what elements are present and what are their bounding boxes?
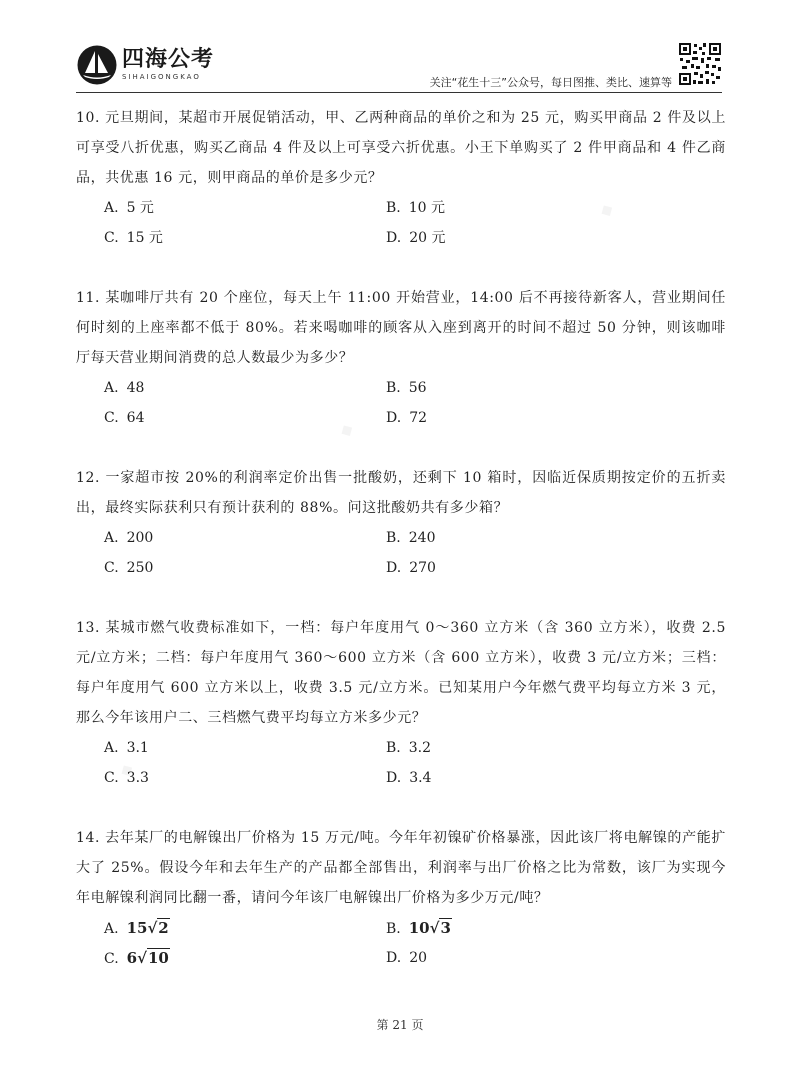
option-a	[104, 193, 386, 223]
question-14	[76, 823, 726, 973]
option-text: 48	[126, 380, 145, 396]
option-d	[386, 943, 668, 973]
option-grid	[104, 193, 726, 253]
option-a	[104, 733, 386, 763]
option-b	[386, 193, 668, 223]
question-stem: 10. 元旦期间，某超市开展促销活动，甲、乙两种商品的单价之和为 25 元，购买甲商品 2 件及以上可享受八折优惠，购买乙商品 4 件及以上可享受六折优惠。小王下单购买了 2 件甲商品和 4 件乙商品，共优惠 16 元，则甲商品的单价是多少元？	[76, 110, 726, 186]
option-text: 250	[126, 560, 154, 576]
option-text: 15 元	[126, 230, 163, 246]
qr-code-icon	[678, 42, 722, 86]
option-text: 3.2	[408, 740, 432, 756]
option-d	[386, 553, 668, 583]
question-11	[76, 283, 726, 433]
option-a	[104, 913, 386, 943]
option-grid	[104, 373, 726, 433]
option-text: 3.4	[409, 770, 432, 786]
logo-name-cn: 四海公考	[122, 47, 215, 72]
question-stem: 12. 一家超市按 20%的利润率定价出售一批酸奶，还剩下 10 箱时，因临近保质期按定价的五折卖出，最终实际获利只有预计获利的 88%。问这批酸奶共有多少箱？	[76, 470, 726, 516]
option-text: 72	[409, 410, 428, 426]
option-a	[104, 523, 386, 553]
option-text: 20	[409, 950, 428, 966]
option-letter: B.	[386, 200, 401, 216]
option-letter: A.	[104, 530, 119, 546]
option-c	[104, 403, 386, 433]
option-letter: D.	[386, 410, 402, 426]
option-text: 64	[126, 410, 145, 426]
option-text: 10 元	[408, 200, 446, 216]
option-grid	[104, 913, 726, 973]
option-letter: A.	[104, 200, 119, 216]
option-c	[104, 943, 386, 973]
option-letter: A.	[104, 740, 119, 756]
option-b	[386, 523, 668, 553]
option-letter: C.	[104, 951, 119, 967]
radicand: 10	[147, 949, 169, 967]
question-12	[76, 463, 726, 583]
header-divider	[76, 92, 722, 93]
option-c	[104, 553, 386, 583]
option-b	[386, 733, 668, 763]
option-letter: B.	[386, 740, 401, 756]
option-text: 56	[408, 380, 427, 396]
option-letter: A.	[104, 921, 119, 937]
option-letter: C.	[104, 230, 119, 246]
question-stem: 13. 某城市燃气收费标准如下，一档：每户年度用气 0～360 立方米（含 360 立方米），收费 2.5 元/立方米；二档：每户年度用气 360～600 立方米（含 600 立方米），收费 3 元/立方米；三档：每户年度用气 600 立方米以上，收费 3.5 元/立方米。已知某用户今年燃气费平均每立方米 3 元，那么今年该用户二、三档燃气费平均每立方米多少元？	[76, 620, 726, 726]
option-c	[104, 223, 386, 253]
option-letter: C.	[104, 770, 119, 786]
option-letter: D.	[386, 770, 402, 786]
option-a	[104, 373, 386, 403]
option-d	[386, 763, 668, 793]
option-text: 270	[409, 560, 436, 576]
option-letter: D.	[386, 230, 402, 246]
option-grid	[104, 733, 726, 793]
option-b	[386, 373, 668, 403]
option-text: 3.3	[126, 770, 149, 786]
radicand: 3	[440, 919, 451, 937]
header-tagline: 关注“花生十三”公众号，每日图推、类比、速算等	[429, 76, 672, 89]
math-coefficient: 10	[408, 919, 430, 937]
sailboat-logo-icon	[76, 44, 118, 86]
option-text: 200	[126, 530, 154, 546]
question-13	[76, 613, 726, 793]
math-coefficient: 6	[126, 949, 138, 967]
logo-name-en: SIHAIGONGKAO	[122, 73, 201, 81]
question-10	[76, 103, 726, 253]
logo	[76, 44, 214, 86]
page-header	[0, 0, 800, 100]
option-letter: D.	[386, 560, 402, 576]
question-list	[76, 103, 726, 1003]
option-d	[386, 403, 668, 433]
square-root: √3	[429, 919, 451, 937]
option-text: 20 元	[409, 230, 446, 246]
option-text: 5 元	[126, 200, 154, 216]
square-root: √10	[137, 949, 169, 967]
option-letter: B.	[386, 380, 401, 396]
option-letter: A.	[104, 380, 119, 396]
option-letter: C.	[104, 560, 119, 576]
option-b	[386, 913, 668, 943]
question-stem: 11. 某咖啡厅共有 20 个座位，每天上午 11:00 开始营业，14:00 后不再接待新客人，营业期间任何时刻的上座率都不低于 80%。若来喝咖啡的顾客从入座到离开的时间不超过 50 分钟，则该咖啡厅每天营业期间消费的总人数最少为多少？	[76, 290, 726, 366]
option-grid	[104, 523, 726, 583]
math-coefficient: 15	[126, 919, 148, 937]
option-text: 240	[408, 530, 436, 546]
option-c	[104, 763, 386, 793]
option-text: 3.1	[126, 740, 149, 756]
square-root: √2	[147, 919, 169, 937]
question-stem: 14. 去年某厂的电解镍出厂价格为 15 万元/吨。今年年初镍矿价格暴涨，因此该厂将电解镍的产能扩大了 25%。假设今年和去年生产的产品都全部售出，利润率与出厂价格之比为常数，该厂为实现今年电解镍利润同比翻一番，请问今年该厂电解镍出厂价格为多少万元/吨？	[76, 830, 726, 906]
page-number: 第 21 页	[376, 1018, 424, 1032]
option-letter: D.	[386, 950, 402, 966]
option-d	[386, 223, 668, 253]
option-letter: B.	[386, 921, 401, 937]
option-letter: B.	[386, 530, 401, 546]
option-letter: C.	[104, 410, 119, 426]
radicand: 2	[158, 919, 169, 937]
